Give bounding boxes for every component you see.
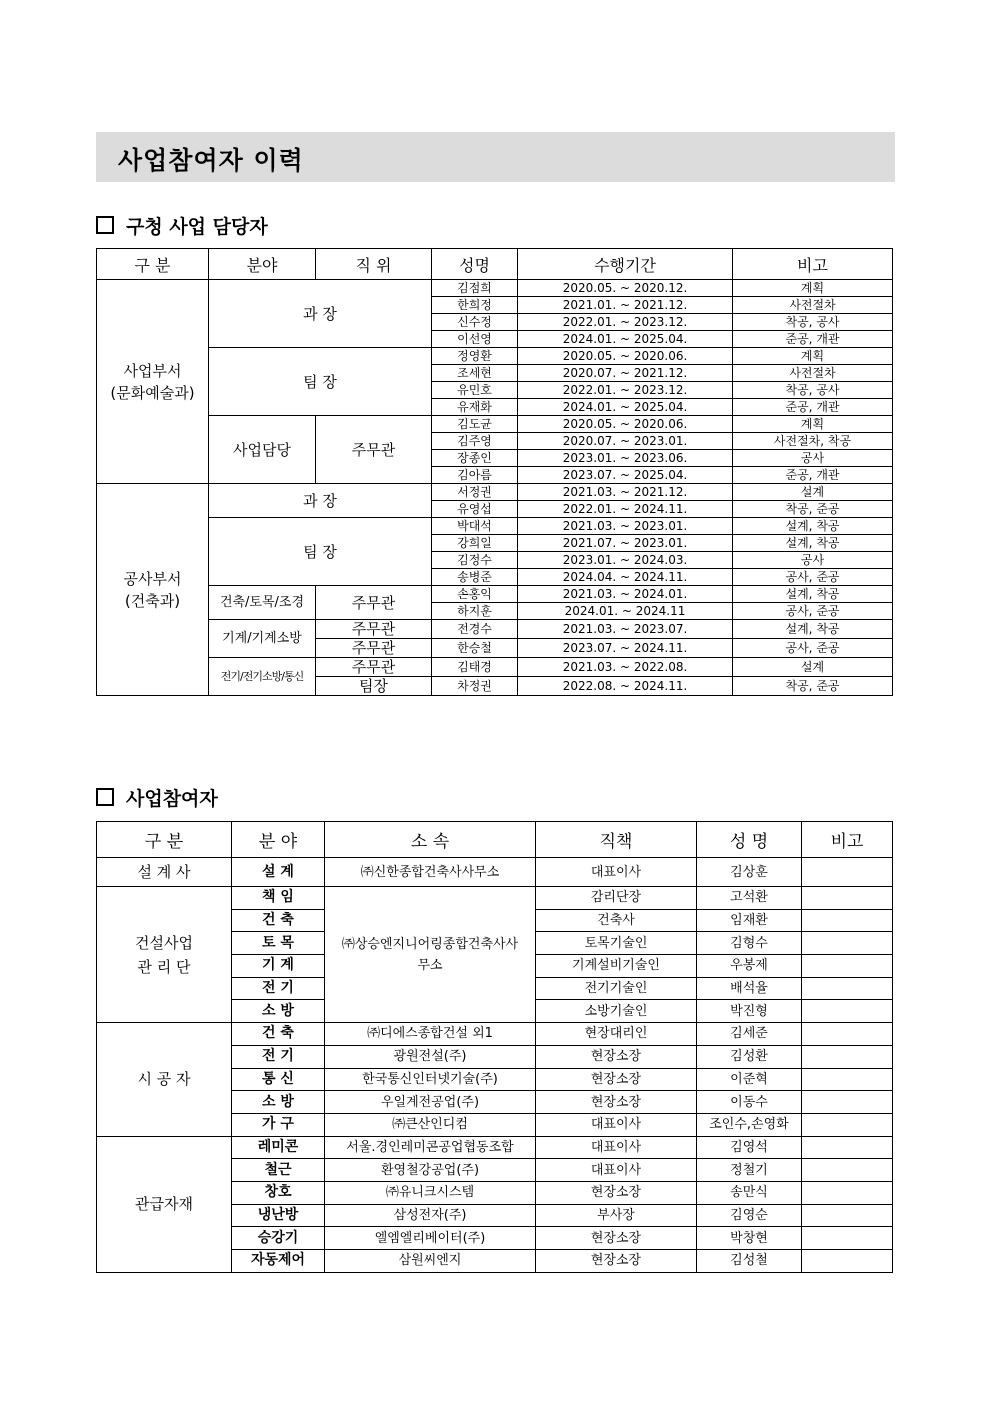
org-cell: 한국통신인터넷기술(주) bbox=[325, 1068, 536, 1091]
note-cell: 착공, 준공 bbox=[733, 501, 893, 518]
note-cell: 설계 bbox=[733, 658, 893, 677]
note-cell: 착공, 공사 bbox=[733, 314, 893, 331]
group-cell: 시 공 자 bbox=[97, 1023, 232, 1136]
note-cell: 준공, 개관 bbox=[733, 399, 893, 416]
page-title: 사업참여자 이력 bbox=[118, 146, 304, 175]
note-cell: 공사 bbox=[733, 552, 893, 569]
table-row bbox=[97, 658, 893, 677]
role-cell: 대표이사 bbox=[536, 1159, 697, 1182]
period-cell: 2022.01. ~ 2023.12. bbox=[518, 382, 733, 399]
note-cell bbox=[802, 858, 893, 887]
table-header-row bbox=[97, 822, 893, 858]
position-cell: 팀 장 bbox=[209, 348, 432, 416]
period-cell: 2024.01. ~ 2025.04. bbox=[518, 331, 733, 348]
field-cell: 자동제어 bbox=[232, 1250, 325, 1273]
period-cell: 2022.01. ~ 2023.12. bbox=[518, 314, 733, 331]
role-cell: 건축사 bbox=[536, 909, 697, 932]
table-row bbox=[97, 348, 893, 365]
role-cell: 대표이사 bbox=[536, 1113, 697, 1136]
org-cell: 삼원씨엔지 bbox=[325, 1250, 536, 1273]
name-cell: 유영섭 bbox=[432, 501, 518, 518]
dept-name: 사업부서 bbox=[123, 361, 182, 380]
role-cell: 감리단장 bbox=[536, 887, 697, 910]
section1-heading bbox=[96, 212, 268, 239]
header-position: 직 위 bbox=[316, 249, 432, 280]
role-cell: 현장소장 bbox=[536, 1250, 697, 1273]
field-cell: 창호 bbox=[232, 1181, 325, 1204]
name-cell: 김성환 bbox=[697, 1045, 802, 1068]
field-cell: 소 방 bbox=[232, 1091, 325, 1114]
field-cell: 냉난방 bbox=[232, 1204, 325, 1227]
name-cell: 송만식 bbox=[697, 1181, 802, 1204]
period-cell: 2023.07. ~ 2025.04. bbox=[518, 467, 733, 484]
note-cell: 준공, 개관 bbox=[733, 331, 893, 348]
note-cell: 계획 bbox=[733, 348, 893, 365]
org-cell: 서울.경인레미콘공업협동조합 bbox=[325, 1136, 536, 1159]
period-cell: 2024.04. ~ 2024.11. bbox=[518, 569, 733, 586]
name-cell: 김태경 bbox=[432, 658, 518, 677]
name-cell: 장종인 bbox=[432, 450, 518, 467]
note-cell bbox=[802, 1181, 893, 1204]
org-cell: ㈜유니크시스템 bbox=[325, 1181, 536, 1204]
name-cell: 김점희 bbox=[432, 280, 518, 297]
note-cell: 공사 bbox=[733, 450, 893, 467]
section2-heading bbox=[96, 784, 218, 811]
period-cell: 2021.03. ~ 2022.08. bbox=[518, 658, 733, 677]
name-cell: 손홍익 bbox=[432, 586, 518, 603]
note-cell: 설계, 착공 bbox=[733, 518, 893, 535]
name-cell: 김아름 bbox=[432, 467, 518, 484]
note-cell bbox=[802, 1113, 893, 1136]
header-name: 성 명 bbox=[697, 822, 802, 858]
name-cell: 박창현 bbox=[697, 1227, 802, 1250]
note-cell bbox=[802, 932, 893, 955]
field-cell: 가 구 bbox=[232, 1113, 325, 1136]
position-cell: 팀장 bbox=[316, 677, 432, 696]
table-row bbox=[97, 280, 893, 297]
group-cell bbox=[97, 887, 232, 1023]
field-cell: 사업담당 bbox=[209, 416, 316, 484]
role-cell: 현장대리인 bbox=[536, 1023, 697, 1046]
note-cell bbox=[802, 1023, 893, 1046]
note-cell: 사전절차 bbox=[733, 297, 893, 314]
position-cell: 팀 장 bbox=[209, 518, 432, 586]
note-cell bbox=[802, 1159, 893, 1182]
name-cell: 정철기 bbox=[697, 1159, 802, 1182]
name-cell: 김정수 bbox=[432, 552, 518, 569]
field-cell: 소 방 bbox=[232, 1000, 325, 1023]
table-row bbox=[97, 620, 893, 639]
field-cell: 토 목 bbox=[232, 932, 325, 955]
note-cell bbox=[802, 1204, 893, 1227]
org-cell: 엘엠엘리베이터(주) bbox=[325, 1227, 536, 1250]
name-cell: 신수정 bbox=[432, 314, 518, 331]
name-cell: 조인수,손영화 bbox=[697, 1113, 802, 1136]
field-cell: 전기/전기소방/통신 bbox=[209, 658, 316, 696]
name-cell: 송병준 bbox=[432, 569, 518, 586]
name-cell: 김성철 bbox=[697, 1250, 802, 1273]
dept-cell bbox=[97, 280, 209, 484]
name-cell: 고석환 bbox=[697, 887, 802, 910]
group-line2: 관 리 단 bbox=[137, 957, 191, 976]
checkbox-square-icon bbox=[96, 788, 114, 806]
note-cell bbox=[802, 887, 893, 910]
role-cell: 현장소장 bbox=[536, 1045, 697, 1068]
note-cell: 공사, 준공 bbox=[733, 569, 893, 586]
header-field: 분 야 bbox=[232, 822, 325, 858]
org-cell: 우일계전공업(주) bbox=[325, 1091, 536, 1114]
note-cell bbox=[802, 1091, 893, 1114]
period-cell: 2020.05. ~ 2020.12. bbox=[518, 280, 733, 297]
header-division: 구 분 bbox=[97, 822, 232, 858]
name-cell: 유재화 bbox=[432, 399, 518, 416]
period-cell: 2024.01. ~ 2025.04. bbox=[518, 399, 733, 416]
note-cell bbox=[802, 1136, 893, 1159]
name-cell: 이선영 bbox=[432, 331, 518, 348]
name-cell: 이동수 bbox=[697, 1091, 802, 1114]
field-cell: 기 계 bbox=[232, 955, 325, 978]
period-cell: 2021.03. ~ 2023.01. bbox=[518, 518, 733, 535]
name-cell: 차정권 bbox=[432, 677, 518, 696]
org-cell: ㈜큰산인디컴 bbox=[325, 1113, 536, 1136]
name-cell: 한승철 bbox=[432, 639, 518, 658]
field-cell: 통 신 bbox=[232, 1068, 325, 1091]
role-cell: 현장소장 bbox=[536, 1227, 697, 1250]
name-cell: 김세준 bbox=[697, 1023, 802, 1046]
org-cell: ㈜상승엔지니어링종합건축사사무소 bbox=[325, 887, 536, 1023]
role-cell: 토목기술인 bbox=[536, 932, 697, 955]
name-cell: 조세현 bbox=[432, 365, 518, 382]
position-cell: 주무관 bbox=[316, 416, 432, 484]
table-row bbox=[97, 858, 893, 887]
note-cell bbox=[802, 1250, 893, 1273]
period-cell: 2023.01. ~ 2023.06. bbox=[518, 450, 733, 467]
note-cell: 설계 bbox=[733, 484, 893, 501]
name-cell: 전경수 bbox=[432, 620, 518, 639]
role-cell: 전기기술인 bbox=[536, 977, 697, 1000]
table-row bbox=[97, 887, 893, 910]
period-cell: 2023.07. ~ 2024.11. bbox=[518, 639, 733, 658]
table-row bbox=[97, 1023, 893, 1046]
name-cell: 박진형 bbox=[697, 1000, 802, 1023]
header-org: 소 속 bbox=[325, 822, 536, 858]
role-cell: 부사장 bbox=[536, 1204, 697, 1227]
page-title-bar bbox=[96, 132, 895, 182]
role-cell: 현장소장 bbox=[536, 1091, 697, 1114]
period-cell: 2021.03. ~ 2023.07. bbox=[518, 620, 733, 639]
period-cell: 2023.01. ~ 2024.03. bbox=[518, 552, 733, 569]
role-cell: 대표이사 bbox=[536, 1136, 697, 1159]
header-field: 분야 bbox=[209, 249, 316, 280]
org-cell: ㈜디에스종합건설 외1 bbox=[325, 1023, 536, 1046]
role-cell: 소방기술인 bbox=[536, 1000, 697, 1023]
note-cell: 설계, 착공 bbox=[733, 620, 893, 639]
dept-cell bbox=[97, 484, 209, 696]
name-cell: 김도균 bbox=[432, 416, 518, 433]
note-cell bbox=[802, 955, 893, 978]
org-cell: ㈜신한종합건축사사무소 bbox=[325, 858, 536, 887]
position-cell: 과 장 bbox=[209, 280, 432, 348]
note-cell: 사전절차 bbox=[733, 365, 893, 382]
group-cell: 관급자재 bbox=[97, 1136, 232, 1272]
role-cell: 현장소장 bbox=[536, 1068, 697, 1091]
header-note: 비고 bbox=[733, 249, 893, 280]
field-cell: 건 축 bbox=[232, 1023, 325, 1046]
field-cell: 설 계 bbox=[232, 858, 325, 887]
note-cell: 착공, 공사 bbox=[733, 382, 893, 399]
name-cell: 한희정 bbox=[432, 297, 518, 314]
note-cell: 공사, 준공 bbox=[733, 603, 893, 620]
note-cell bbox=[802, 1068, 893, 1091]
period-cell: 2020.05. ~ 2020.06. bbox=[518, 348, 733, 365]
name-cell: 우봉제 bbox=[697, 955, 802, 978]
org-cell: 광원전설(주) bbox=[325, 1045, 536, 1068]
note-cell bbox=[802, 977, 893, 1000]
field-cell: 건축/토목/조경 bbox=[209, 586, 316, 620]
name-cell: 강희일 bbox=[432, 535, 518, 552]
note-cell: 계획 bbox=[733, 416, 893, 433]
note-cell: 착공, 준공 bbox=[733, 677, 893, 696]
name-cell: 서정권 bbox=[432, 484, 518, 501]
note-cell: 준공, 개관 bbox=[733, 467, 893, 484]
name-cell: 유민호 bbox=[432, 382, 518, 399]
field-cell: 전 기 bbox=[232, 1045, 325, 1068]
dept-name: 공사부서 bbox=[123, 569, 182, 588]
org-cell: 환영철강공업(주) bbox=[325, 1159, 536, 1182]
name-cell: 김주영 bbox=[432, 433, 518, 450]
position-cell: 주무관 bbox=[316, 586, 432, 620]
period-cell: 2022.08. ~ 2024.11. bbox=[518, 677, 733, 696]
period-cell: 2021.03. ~ 2024.01. bbox=[518, 586, 733, 603]
name-cell: 김영순 bbox=[697, 1204, 802, 1227]
header-division: 구 분 bbox=[97, 249, 209, 280]
position-cell: 주무관 bbox=[316, 658, 432, 677]
name-cell: 이준혁 bbox=[697, 1068, 802, 1091]
field-cell: 책 임 bbox=[232, 887, 325, 910]
name-cell: 김상훈 bbox=[697, 858, 802, 887]
note-cell: 사전절차, 착공 bbox=[733, 433, 893, 450]
section2-heading-text: 사업참여자 bbox=[126, 788, 218, 810]
period-cell: 2021.01. ~ 2021.12. bbox=[518, 297, 733, 314]
position-cell: 주무관 bbox=[316, 620, 432, 639]
participants-table bbox=[96, 821, 893, 1273]
name-cell: 정영환 bbox=[432, 348, 518, 365]
field-cell: 기계/기계소방 bbox=[209, 620, 316, 658]
group-line1: 건설사업 bbox=[135, 933, 193, 952]
header-role: 직책 bbox=[536, 822, 697, 858]
note-cell: 계획 bbox=[733, 280, 893, 297]
period-cell: 2021.07. ~ 2023.01. bbox=[518, 535, 733, 552]
name-cell: 임재환 bbox=[697, 909, 802, 932]
name-cell: 배석율 bbox=[697, 977, 802, 1000]
name-cell: 김영석 bbox=[697, 1136, 802, 1159]
note-cell: 설계, 착공 bbox=[733, 586, 893, 603]
role-cell: 현장소장 bbox=[536, 1181, 697, 1204]
position-cell: 주무관 bbox=[316, 639, 432, 658]
period-cell: 2020.07. ~ 2023.01. bbox=[518, 433, 733, 450]
field-cell: 레미콘 bbox=[232, 1136, 325, 1159]
role-cell: 기계설비기술인 bbox=[536, 955, 697, 978]
note-cell bbox=[802, 1045, 893, 1068]
dept-sub: (문화예술과) bbox=[110, 383, 195, 402]
name-cell: 김형수 bbox=[697, 932, 802, 955]
name-cell: 하지훈 bbox=[432, 603, 518, 620]
table-row bbox=[97, 1136, 893, 1159]
dept-sub: (건축과) bbox=[124, 591, 181, 610]
header-period: 수행기간 bbox=[518, 249, 733, 280]
role-cell: 대표이사 bbox=[536, 858, 697, 887]
table-header-row bbox=[97, 249, 893, 280]
note-cell bbox=[802, 1000, 893, 1023]
note-cell: 설계, 착공 bbox=[733, 535, 893, 552]
period-cell: 2024.01. ~ 2024.11 bbox=[518, 603, 733, 620]
table-row bbox=[97, 484, 893, 501]
note-cell bbox=[802, 909, 893, 932]
note-cell bbox=[802, 1227, 893, 1250]
table-row bbox=[97, 586, 893, 603]
table-row bbox=[97, 416, 893, 433]
period-cell: 2020.05. ~ 2020.06. bbox=[518, 416, 733, 433]
note-cell: 공사, 준공 bbox=[733, 639, 893, 658]
field-cell: 승강기 bbox=[232, 1227, 325, 1250]
name-cell: 박대석 bbox=[432, 518, 518, 535]
field-cell: 전 기 bbox=[232, 977, 325, 1000]
table-row bbox=[97, 518, 893, 535]
position-cell: 과 장 bbox=[209, 484, 432, 518]
period-cell: 2021.03. ~ 2021.12. bbox=[518, 484, 733, 501]
header-name: 성명 bbox=[432, 249, 518, 280]
org-cell: 삼성전자(주) bbox=[325, 1204, 536, 1227]
field-cell: 철근 bbox=[232, 1159, 325, 1182]
group-cell: 설 계 사 bbox=[97, 858, 232, 887]
checkbox-square-icon bbox=[96, 216, 114, 234]
section1-heading-text: 구청 사업 담당자 bbox=[126, 216, 268, 238]
period-cell: 2022.01. ~ 2024.11. bbox=[518, 501, 733, 518]
field-cell: 건 축 bbox=[232, 909, 325, 932]
office-staff-table bbox=[96, 248, 893, 696]
period-cell: 2020.07. ~ 2021.12. bbox=[518, 365, 733, 382]
header-note: 비고 bbox=[802, 822, 893, 858]
